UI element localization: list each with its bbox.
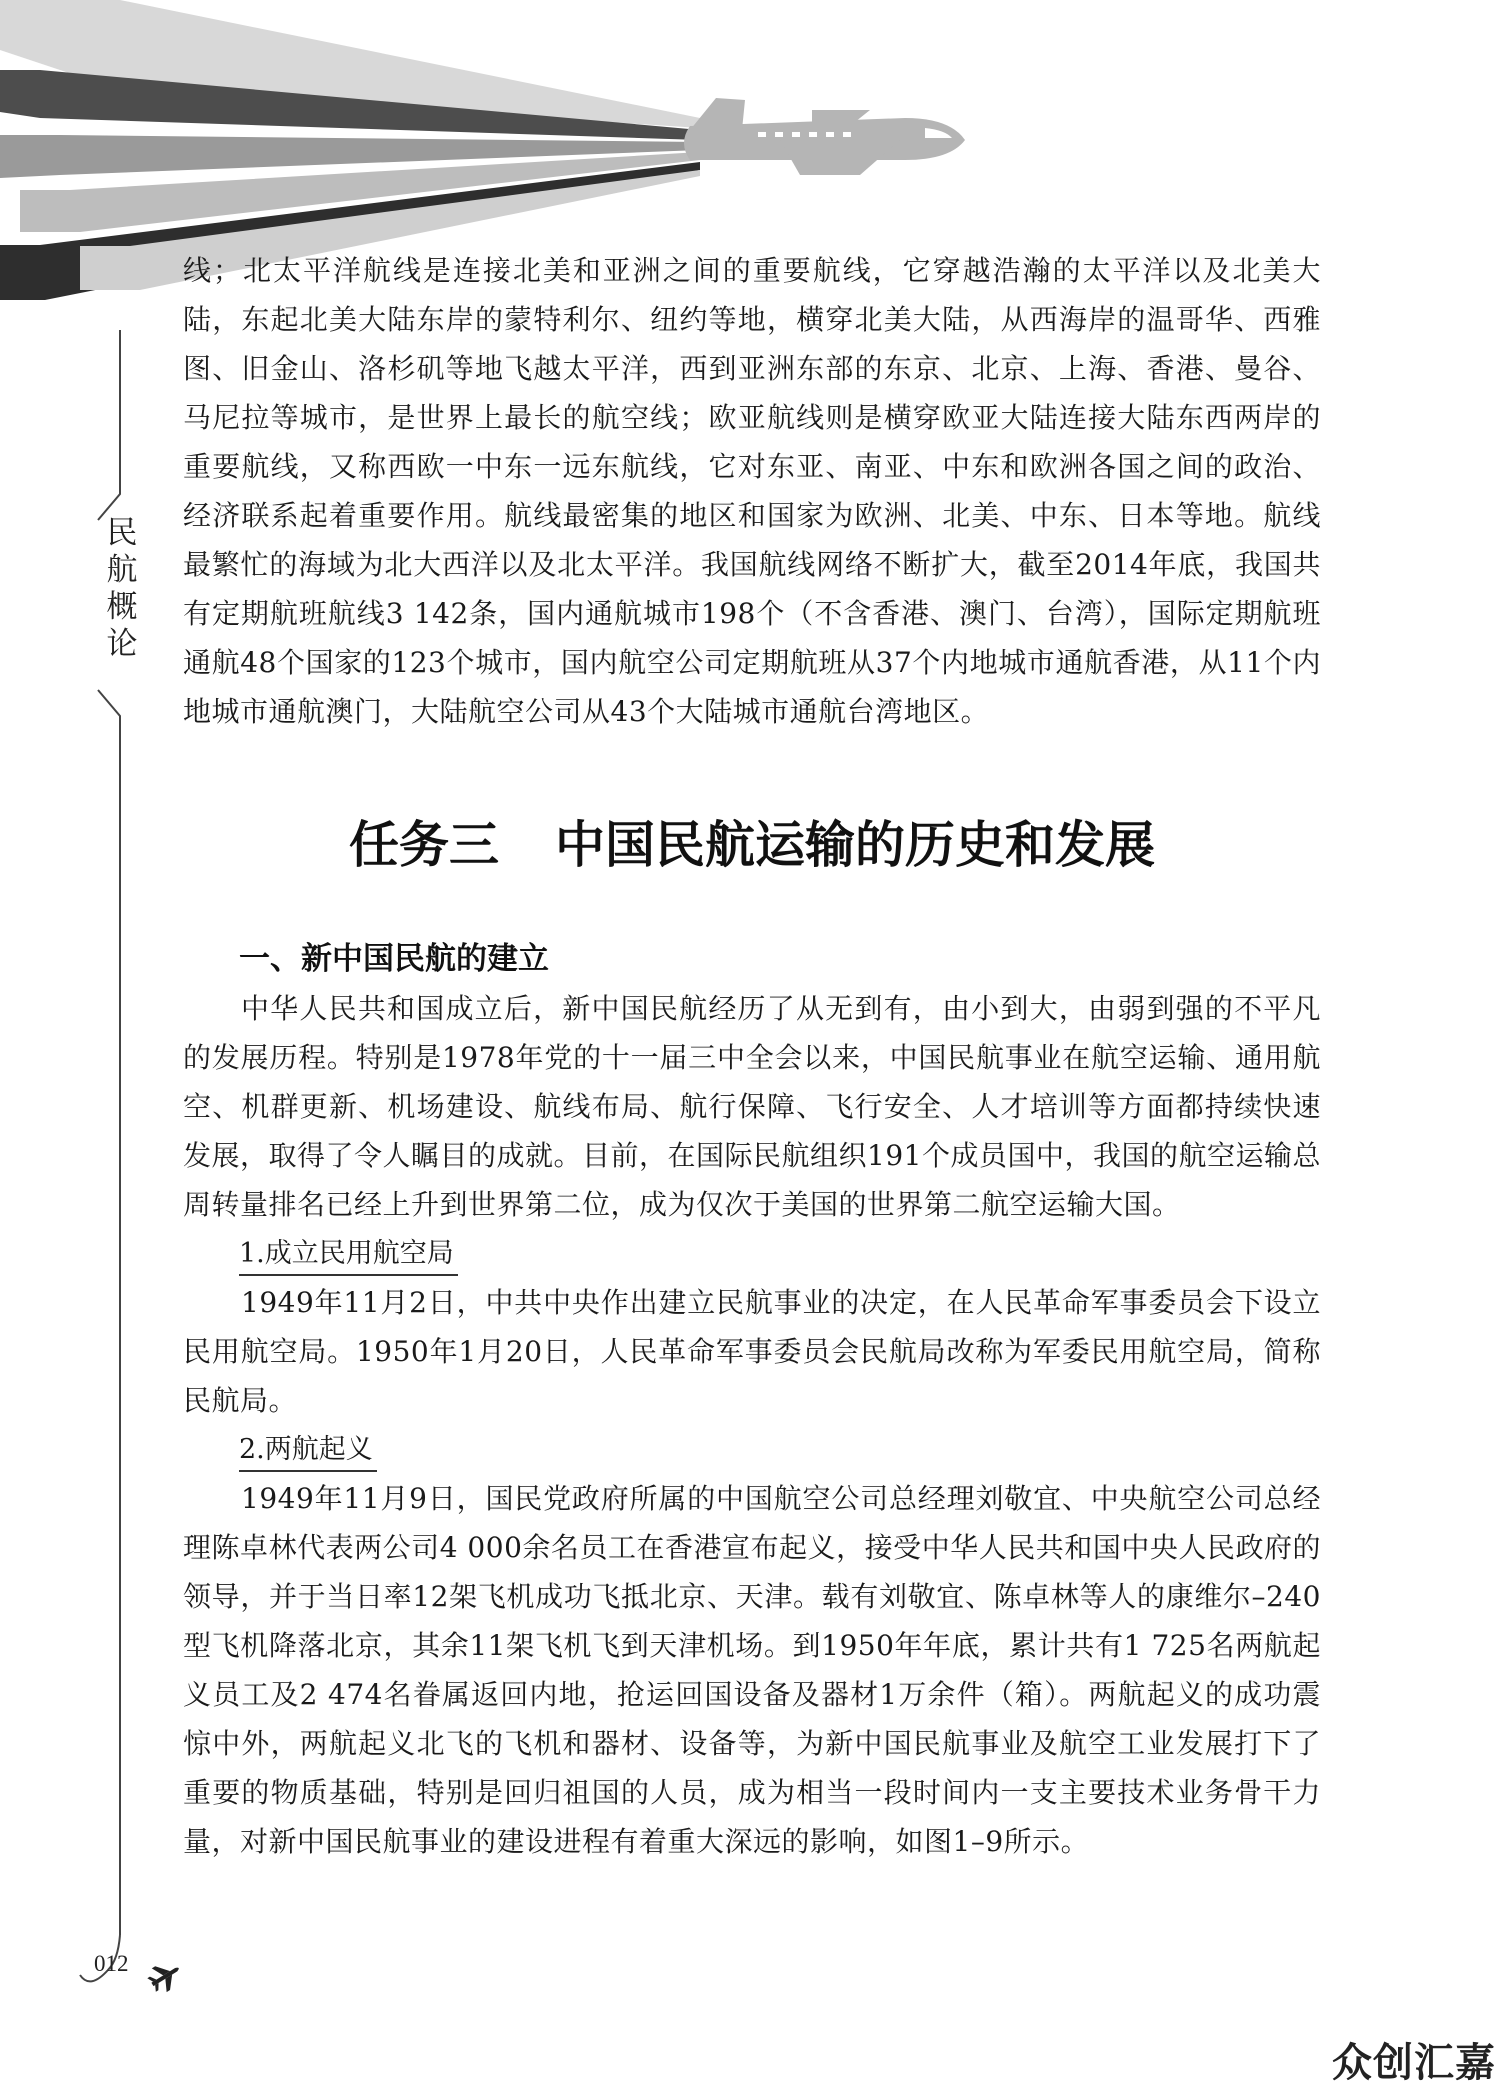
page-number: 012: [94, 1951, 129, 1976]
section-heading: 一、新中国民航的建立: [239, 941, 549, 977]
book-title-char: 论: [106, 626, 138, 662]
subsection-heading: [239, 1425, 1321, 1474]
subsection-heading: [239, 1229, 1321, 1278]
subsection-heading-text: 2.两航起义: [239, 1430, 377, 1472]
subsection-paragraph: 1949年11月2日，中共中央作出建立民航事业的决定，在人民革命军事委员会下设立民用航空局。1950年1月20日，人民革命军事委员会民航局改称为军委民用航空局，简称民航局。: [183, 1286, 1321, 1417]
subsection-paragraph: 1949年11月9日，国民党政府所属的中国航空公司总经理刘敬宜、中央航空公司总经理陈卓林代表两公司4 000余名员工在香港宣布起义，接受中华人民共和国中央人民政府的领导，并于当日率12架飞机成功飞抵北京、天津。载有刘敬宜、陈卓林等人的康维尔–240型飞机降落北京，其余11架飞机飞到天津机场。到1950年年底，累计共有1 725名两航起义员工及2 474名眷属返回内地，抢运回国设备及器材1万余件（箱）。两航起义的成功震惊中外，两航起义北飞的飞机和器材、设备等，为新中国民航事业及航空工业发展打下了重要的物质基础，特别是回归祖国的人员，成为相当一段时间内一支主要技术业务骨干力量，对新中国民航事业的建设进程有着重大深远的影响，如图1–9所示。: [183, 1482, 1321, 1858]
page-airplane-icon: [144, 1956, 186, 1997]
task-name: 中国民航运输的历史和发展: [555, 816, 1155, 874]
task-number: 任务三: [349, 816, 499, 874]
book-title-vertical: [104, 515, 140, 663]
intro-paragraph: 线；北太平洋航线是连接北美和亚洲之间的重要航线，它穿越浩瀚的太平洋以及北美大陆，东起北美大陆东岸的蒙特利尔、纽约等地，横穿北美大陆，从西海岸的温哥华、西雅图、旧金山、洛杉矶等地飞越太平洋，西到亚洲东部的东京、北京、上海、香港、曼谷、马尼拉等城市，是世界上最长的航空线；欧亚航线则是横穿欧亚大陆连接大陆东西两岸的重要航线，又称西欧一中东一远东航线，它对东亚、南亚、中东和欧洲各国之间的政治、经济联系起着重要作用。航线最密集的地区和国家为欧洲、北美、中东、日本等地。航线最繁忙的海域为北大西洋以及北太平洋。我国航线网络不断扩大，截至2014年底，我国共有定期航班航线3 142条，国内通航城市198个（不含香港、澳门、台湾），国际定期航班通航48个国家的123个城市，国内航空公司定期航班从37个内地城市通航香港，从11个内地城市通航澳门，大陆航空公司从43个大陆城市通航台湾地区。: [183, 254, 1321, 728]
book-title-char: 概: [106, 589, 138, 625]
book-title-char: 民: [106, 515, 138, 551]
watermark: 众创汇嘉: [1332, 2040, 1496, 2086]
book-title-char: 航: [106, 552, 138, 588]
section-paragraph: 中华人民共和国成立后，新中国民航经历了从无到有，由小到大，由弱到强的不平凡的发展历程。特别是1978年党的十一届三中全会以来，中国民航事业在航空运输、通用航空、机群更新、机场建设、航线布局、航行保障、飞行安全、人才培训等方面都持续快速发展，取得了令人瞩目的成就。目前，在国际民航组织191个成员国中，我国的航空运输总周转量排名已经上升到世界第二位，成为仅次于美国的世界第二航空运输大国。: [183, 992, 1321, 1221]
task-title: [183, 800, 1321, 890]
side-margin-decoration: [0, 0, 200, 2094]
page-content: [183, 246, 1321, 1866]
airplane-icon: [684, 98, 965, 175]
subsection-heading-text: 1.成立民用航空局: [239, 1234, 458, 1276]
